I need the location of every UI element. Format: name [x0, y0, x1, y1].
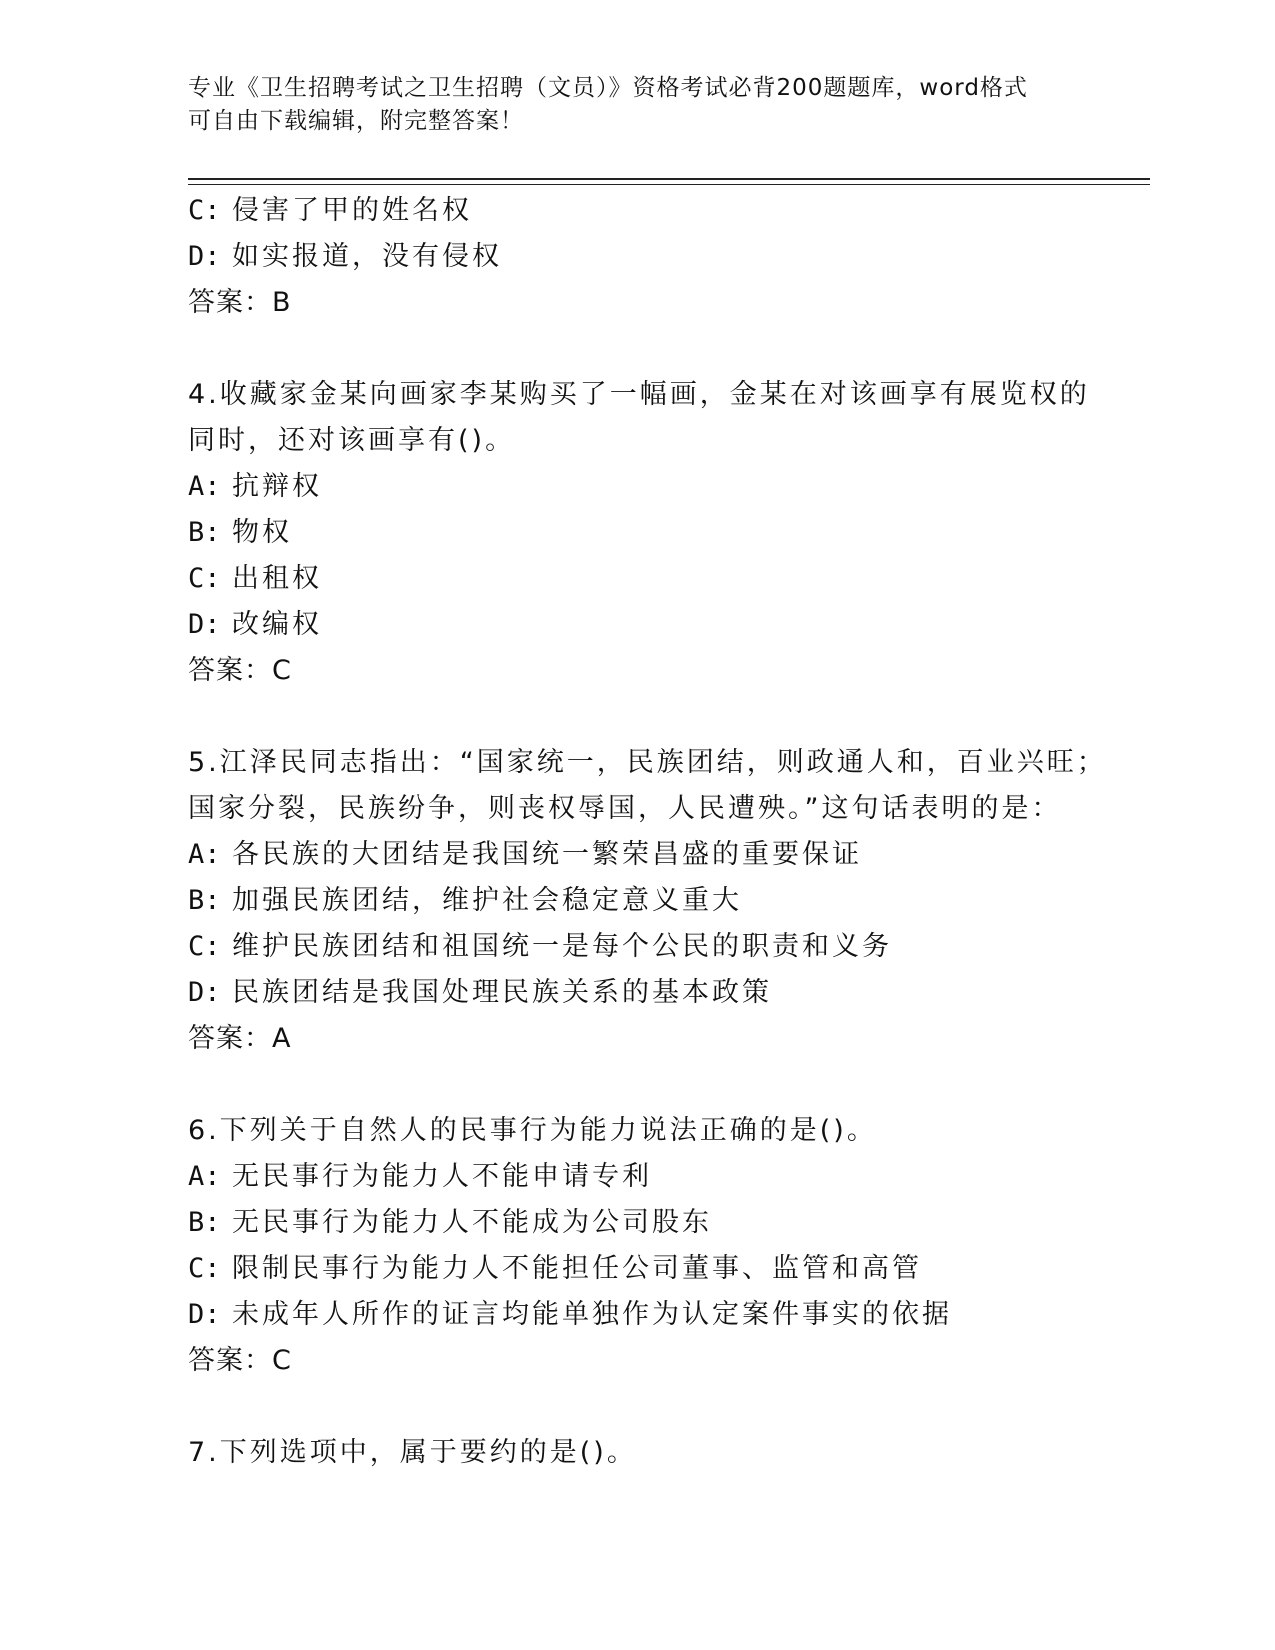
option-label: A: — [188, 471, 221, 502]
option-c — [188, 188, 1148, 234]
question-stem: 6.下列关于自然人的民事行为能力说法正确的是()。 — [188, 1115, 877, 1146]
option-label: D: — [188, 977, 221, 1008]
option-label: D: — [188, 241, 221, 272]
option-label: A: — [188, 839, 221, 870]
spacer — [188, 1062, 1148, 1108]
spacer — [188, 1384, 1148, 1430]
option-text: 民族团结是我国处理民族关系的基本政策 — [232, 977, 772, 1008]
question-7 — [188, 1430, 1148, 1476]
header-title-line-1: 专业《卫生招聘考试之卫生招聘（文员）》资格考试必背200题题库，word格式 — [188, 75, 1028, 101]
header-divider — [188, 178, 1150, 185]
option-text: 加强民族团结，维护社会稳定意义重大 — [232, 885, 742, 916]
question-3-tail — [188, 188, 1148, 326]
option-label: C: — [188, 195, 221, 226]
option-text: 侵害了甲的姓名权 — [232, 195, 472, 226]
option-a — [188, 1154, 1148, 1200]
option-b — [188, 1200, 1148, 1246]
option-text: 如实报道，没有侵权 — [232, 241, 502, 272]
option-text: 限制民事行为能力人不能担任公司董事、监管和高管 — [232, 1253, 922, 1284]
question-stem: 4.收藏家金某向画家李某购买了一幅画，金某在对该画享有展览权的 — [188, 379, 1090, 410]
option-c — [188, 556, 1148, 602]
answer-line: 答案：A — [188, 1023, 292, 1054]
option-text: 无民事行为能力人不能成为公司股东 — [232, 1207, 712, 1238]
spacer — [188, 694, 1148, 740]
option-text: 无民事行为能力人不能申请专利 — [232, 1161, 652, 1192]
option-label: A: — [188, 1161, 221, 1192]
option-c — [188, 1246, 1148, 1292]
option-label: C: — [188, 1253, 221, 1284]
question-6 — [188, 1108, 1148, 1384]
question-stem: 5.江泽民同志指出：“国家统一，民族团结，则政通人和，百业兴旺； — [188, 747, 1107, 778]
spacer — [188, 326, 1148, 372]
option-label: C: — [188, 563, 221, 594]
option-d — [188, 234, 1148, 280]
option-label: D: — [188, 609, 221, 640]
option-label: B: — [188, 517, 221, 548]
option-a — [188, 464, 1148, 510]
option-text: 各民族的大团结是我国统一繁荣昌盛的重要保证 — [232, 839, 862, 870]
option-c — [188, 924, 1148, 970]
option-b — [188, 878, 1148, 924]
question-stem-continued: 国家分裂，民族纷争，则丧权辱国，人民遭殃。”这句话表明的是： — [188, 793, 1062, 824]
option-label: B: — [188, 1207, 221, 1238]
question-5 — [188, 740, 1148, 1062]
option-d — [188, 970, 1148, 1016]
answer-line: 答案：C — [188, 655, 292, 686]
option-text: 物权 — [232, 517, 292, 548]
question-4 — [188, 372, 1148, 694]
option-a — [188, 832, 1148, 878]
page-header — [188, 72, 1088, 138]
question-stem-continued: 同时，还对该画享有()。 — [188, 425, 516, 456]
option-label: D: — [188, 1299, 221, 1330]
option-text: 维护民族团结和祖国统一是每个公民的职责和义务 — [232, 931, 892, 962]
question-list — [188, 188, 1148, 1476]
header-title-line-2: 可自由下载编辑，附完整答案！ — [188, 108, 524, 134]
option-d — [188, 1292, 1148, 1338]
option-b — [188, 510, 1148, 556]
answer-line: 答案：C — [188, 1345, 292, 1376]
question-stem: 7.下列选项中，属于要约的是()。 — [188, 1437, 637, 1468]
option-d — [188, 602, 1148, 648]
answer-line: 答案：B — [188, 287, 292, 318]
option-label: C: — [188, 931, 221, 962]
option-text: 改编权 — [232, 609, 322, 640]
option-text: 抗辩权 — [232, 471, 322, 502]
option-text: 出租权 — [232, 563, 322, 594]
option-text: 未成年人所作的证言均能单独作为认定案件事实的依据 — [232, 1299, 952, 1330]
option-label: B: — [188, 885, 221, 916]
